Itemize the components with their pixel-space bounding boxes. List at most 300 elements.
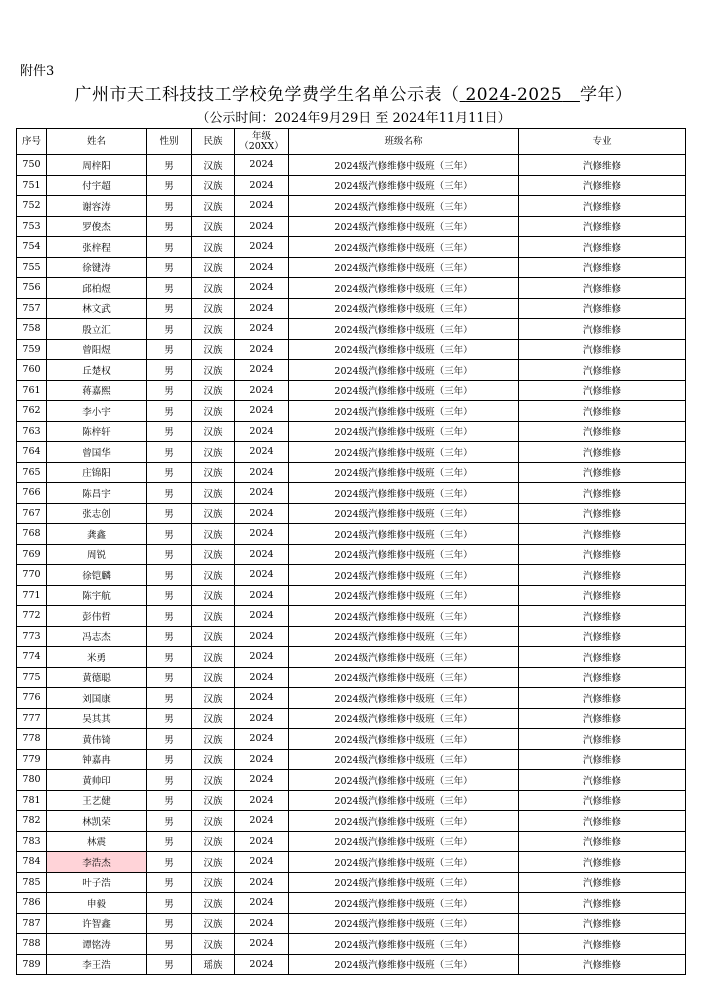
cell-gender: 男 (147, 606, 192, 627)
cell-ethnicity: 汉族 (192, 770, 235, 791)
cell-ethnicity: 汉族 (192, 872, 235, 893)
table-row (17, 585, 686, 606)
cell-class: 2024级汽修维修中级班（三年） (289, 770, 519, 791)
cell-major: 汽修维修 (519, 298, 686, 319)
cell-ethnicity: 汉族 (192, 216, 235, 237)
cell-major: 汽修维修 (519, 216, 686, 237)
cell-name: 谭铭涛 (47, 934, 147, 955)
title-year-value: 2024-2025 (465, 85, 563, 105)
cell-seq: 783 (17, 831, 47, 852)
cell-major: 汽修维修 (519, 278, 686, 299)
cell-grade: 2024 (235, 339, 289, 360)
cell-major: 汽修维修 (519, 524, 686, 545)
cell-gender: 男 (147, 524, 192, 545)
cell-gender: 男 (147, 298, 192, 319)
cell-name: 陈宇航 (47, 585, 147, 606)
cell-ethnicity: 汉族 (192, 319, 235, 340)
cell-class: 2024级汽修维修中级班（三年） (289, 667, 519, 688)
cell-major: 汽修维修 (519, 852, 686, 873)
cell-ethnicity: 汉族 (192, 606, 235, 627)
cell-gender: 男 (147, 811, 192, 832)
cell-class: 2024级汽修维修中级班（三年） (289, 360, 519, 381)
student-roster-table (16, 128, 686, 975)
cell-major: 汽修维修 (519, 585, 686, 606)
cell-gender: 男 (147, 893, 192, 914)
cell-ethnicity: 汉族 (192, 278, 235, 299)
cell-major: 汽修维修 (519, 319, 686, 340)
cell-class: 2024级汽修维修中级班（三年） (289, 155, 519, 176)
cell-class: 2024级汽修维修中级班（三年） (289, 708, 519, 729)
cell-ethnicity: 汉族 (192, 339, 235, 360)
table-row (17, 216, 686, 237)
cell-gender: 男 (147, 462, 192, 483)
cell-grade: 2024 (235, 688, 289, 709)
cell-major: 汽修维修 (519, 442, 686, 463)
cell-gender: 男 (147, 319, 192, 340)
cell-seq: 764 (17, 442, 47, 463)
table-row (17, 934, 686, 955)
table-body (17, 155, 686, 975)
cell-seq: 750 (17, 155, 47, 176)
title-school-year (460, 85, 580, 105)
table-row (17, 749, 686, 770)
cell-class: 2024级汽修维修中级班（三年） (289, 196, 519, 217)
cell-name: 林文武 (47, 298, 147, 319)
cell-ethnicity: 汉族 (192, 237, 235, 258)
cell-major: 汽修维修 (519, 893, 686, 914)
cell-gender: 男 (147, 155, 192, 176)
cell-class: 2024级汽修维修中级班（三年） (289, 852, 519, 873)
cell-class: 2024级汽修维修中级班（三年） (289, 319, 519, 340)
cell-seq: 784 (17, 852, 47, 873)
cell-major: 汽修维修 (519, 954, 686, 975)
cell-seq: 772 (17, 606, 47, 627)
cell-class: 2024级汽修维修中级班（三年） (289, 749, 519, 770)
cell-major: 汽修维修 (519, 339, 686, 360)
cell-major: 汽修维修 (519, 483, 686, 504)
cell-grade: 2024 (235, 483, 289, 504)
cell-class: 2024级汽修维修中级班（三年） (289, 790, 519, 811)
cell-name: 付宇超 (47, 175, 147, 196)
cell-name: 庄锦阳 (47, 462, 147, 483)
cell-seq: 762 (17, 401, 47, 422)
cell-gender: 男 (147, 585, 192, 606)
cell-gender: 男 (147, 872, 192, 893)
table-row (17, 647, 686, 668)
cell-grade: 2024 (235, 626, 289, 647)
cell-seq: 782 (17, 811, 47, 832)
cell-class: 2024级汽修维修中级班（三年） (289, 893, 519, 914)
cell-gender: 男 (147, 667, 192, 688)
table-row (17, 606, 686, 627)
table-row (17, 688, 686, 709)
cell-ethnicity: 汉族 (192, 811, 235, 832)
cell-class: 2024级汽修维修中级班（三年） (289, 175, 519, 196)
cell-name: 刘国康 (47, 688, 147, 709)
header-grade-label: 年级 (251, 130, 271, 142)
header-major: 专业 (519, 129, 686, 155)
cell-seq: 787 (17, 913, 47, 934)
cell-seq: 759 (17, 339, 47, 360)
table-row (17, 667, 686, 688)
cell-major: 汽修维修 (519, 934, 686, 955)
cell-major: 汽修维修 (519, 360, 686, 381)
cell-name: 王艺健 (47, 790, 147, 811)
cell-name: 周锐 (47, 544, 147, 565)
cell-gender: 男 (147, 913, 192, 934)
cell-seq: 770 (17, 565, 47, 586)
cell-ethnicity: 汉族 (192, 155, 235, 176)
cell-ethnicity: 汉族 (192, 524, 235, 545)
cell-grade: 2024 (235, 462, 289, 483)
cell-gender: 男 (147, 196, 192, 217)
cell-grade: 2024 (235, 216, 289, 237)
cell-ethnicity: 汉族 (192, 298, 235, 319)
cell-gender: 男 (147, 688, 192, 709)
cell-name: 黄帅印 (47, 770, 147, 791)
table-row (17, 278, 686, 299)
cell-major: 汽修维修 (519, 175, 686, 196)
cell-ethnicity: 汉族 (192, 667, 235, 688)
cell-class: 2024级汽修维修中级班（三年） (289, 585, 519, 606)
cell-seq: 752 (17, 196, 47, 217)
cell-gender: 男 (147, 647, 192, 668)
cell-seq: 779 (17, 749, 47, 770)
cell-gender: 男 (147, 257, 192, 278)
cell-class: 2024级汽修维修中级班（三年） (289, 524, 519, 545)
cell-ethnicity: 汉族 (192, 421, 235, 442)
cell-major: 汽修维修 (519, 401, 686, 422)
cell-seq: 788 (17, 934, 47, 955)
cell-class: 2024级汽修维修中级班（三年） (289, 729, 519, 750)
cell-gender: 男 (147, 175, 192, 196)
cell-gender: 男 (147, 421, 192, 442)
table-row (17, 442, 686, 463)
cell-seq: 756 (17, 278, 47, 299)
cell-grade: 2024 (235, 524, 289, 545)
table-header-row (17, 129, 686, 155)
cell-class: 2024级汽修维修中级班（三年） (289, 647, 519, 668)
cell-seq: 768 (17, 524, 47, 545)
table-row (17, 852, 686, 873)
cell-ethnicity: 汉族 (192, 565, 235, 586)
cell-grade: 2024 (235, 913, 289, 934)
cell-major: 汽修维修 (519, 872, 686, 893)
table-row (17, 565, 686, 586)
cell-ethnicity: 汉族 (192, 913, 235, 934)
cell-major: 汽修维修 (519, 626, 686, 647)
cell-name: 谢容涛 (47, 196, 147, 217)
cell-grade: 2024 (235, 749, 289, 770)
table-row (17, 237, 686, 258)
cell-major: 汽修维修 (519, 503, 686, 524)
cell-ethnicity: 汉族 (192, 708, 235, 729)
cell-major: 汽修维修 (519, 155, 686, 176)
cell-class: 2024级汽修维修中级班（三年） (289, 872, 519, 893)
cell-class: 2024级汽修维修中级班（三年） (289, 503, 519, 524)
cell-ethnicity: 汉族 (192, 175, 235, 196)
cell-grade: 2024 (235, 196, 289, 217)
cell-seq: 786 (17, 893, 47, 914)
cell-seq: 766 (17, 483, 47, 504)
cell-ethnicity: 汉族 (192, 790, 235, 811)
cell-ethnicity: 汉族 (192, 442, 235, 463)
cell-ethnicity: 汉族 (192, 626, 235, 647)
cell-name: 吴其其 (47, 708, 147, 729)
cell-gender: 男 (147, 216, 192, 237)
table-row (17, 339, 686, 360)
header-name: 姓名 (47, 129, 147, 155)
cell-major: 汽修维修 (519, 462, 686, 483)
table-row (17, 257, 686, 278)
cell-ethnicity: 汉族 (192, 934, 235, 955)
cell-gender: 男 (147, 339, 192, 360)
cell-gender: 男 (147, 544, 192, 565)
cell-class: 2024级汽修维修中级班（三年） (289, 483, 519, 504)
cell-grade: 2024 (235, 565, 289, 586)
cell-name: 钟嘉冉 (47, 749, 147, 770)
table-row (17, 319, 686, 340)
cell-name: 丘楚权 (47, 360, 147, 381)
cell-grade: 2024 (235, 319, 289, 340)
cell-ethnicity: 汉族 (192, 257, 235, 278)
cell-gender: 男 (147, 483, 192, 504)
table-row (17, 544, 686, 565)
cell-grade: 2024 (235, 298, 289, 319)
cell-seq: 751 (17, 175, 47, 196)
cell-seq: 767 (17, 503, 47, 524)
cell-name: 曾国华 (47, 442, 147, 463)
cell-name: 许智鑫 (47, 913, 147, 934)
cell-ethnicity: 汉族 (192, 483, 235, 504)
table-row (17, 380, 686, 401)
cell-gender: 男 (147, 708, 192, 729)
cell-major: 汽修维修 (519, 913, 686, 934)
cell-class: 2024级汽修维修中级班（三年） (289, 257, 519, 278)
cell-ethnicity: 汉族 (192, 749, 235, 770)
cell-gender: 男 (147, 831, 192, 852)
cell-name: 叶子浩 (47, 872, 147, 893)
cell-class: 2024级汽修维修中级班（三年） (289, 462, 519, 483)
cell-grade: 2024 (235, 503, 289, 524)
cell-grade: 2024 (235, 729, 289, 750)
cell-ethnicity: 汉族 (192, 585, 235, 606)
cell-grade: 2024 (235, 872, 289, 893)
cell-seq: 778 (17, 729, 47, 750)
cell-major: 汽修维修 (519, 606, 686, 627)
cell-name: 申毅 (47, 893, 147, 914)
cell-seq: 757 (17, 298, 47, 319)
cell-class: 2024级汽修维修中级班（三年） (289, 421, 519, 442)
cell-grade: 2024 (235, 708, 289, 729)
cell-ethnicity: 汉族 (192, 503, 235, 524)
cell-major: 汽修维修 (519, 790, 686, 811)
cell-ethnicity: 汉族 (192, 831, 235, 852)
header-class: 班级名称 (289, 129, 519, 155)
table-row (17, 360, 686, 381)
cell-seq: 780 (17, 770, 47, 791)
table-row (17, 790, 686, 811)
cell-major: 汽修维修 (519, 749, 686, 770)
cell-ethnicity: 汉族 (192, 401, 235, 422)
table-row (17, 831, 686, 852)
cell-gender: 男 (147, 770, 192, 791)
cell-name: 冯志杰 (47, 626, 147, 647)
cell-class: 2024级汽修维修中级班（三年） (289, 934, 519, 955)
cell-class: 2024级汽修维修中级班（三年） (289, 606, 519, 627)
cell-major: 汽修维修 (519, 380, 686, 401)
cell-seq: 758 (17, 319, 47, 340)
cell-seq: 769 (17, 544, 47, 565)
table-row (17, 155, 686, 176)
table-row (17, 503, 686, 524)
table-row (17, 770, 686, 791)
cell-name: 米勇 (47, 647, 147, 668)
cell-gender: 男 (147, 503, 192, 524)
cell-class: 2024级汽修维修中级班（三年） (289, 913, 519, 934)
cell-name: 黄伟锜 (47, 729, 147, 750)
cell-name: 周梓阳 (47, 155, 147, 176)
table-row (17, 196, 686, 217)
cell-class: 2024级汽修维修中级班（三年） (289, 278, 519, 299)
cell-class: 2024级汽修维修中级班（三年） (289, 688, 519, 709)
cell-gender: 男 (147, 954, 192, 975)
cell-grade: 2024 (235, 667, 289, 688)
cell-grade: 2024 (235, 831, 289, 852)
table-row (17, 626, 686, 647)
cell-grade: 2024 (235, 237, 289, 258)
table-row (17, 401, 686, 422)
cell-seq: 773 (17, 626, 47, 647)
title-prefix: 广州市天工科技技工学校免学费学生名单公示表（ (74, 85, 460, 105)
cell-gender: 男 (147, 565, 192, 586)
cell-seq: 785 (17, 872, 47, 893)
cell-ethnicity: 汉族 (192, 380, 235, 401)
cell-major: 汽修维修 (519, 708, 686, 729)
cell-name: 曾阳煜 (47, 339, 147, 360)
table-row (17, 421, 686, 442)
cell-major: 汽修维修 (519, 811, 686, 832)
cell-grade: 2024 (235, 585, 289, 606)
cell-major: 汽修维修 (519, 667, 686, 688)
cell-seq: 754 (17, 237, 47, 258)
header-gender: 性别 (147, 129, 192, 155)
cell-ethnicity: 汉族 (192, 893, 235, 914)
cell-gender: 男 (147, 401, 192, 422)
cell-class: 2024级汽修维修中级班（三年） (289, 237, 519, 258)
cell-grade: 2024 (235, 380, 289, 401)
cell-gender: 男 (147, 278, 192, 299)
cell-ethnicity: 汉族 (192, 196, 235, 217)
cell-seq: 777 (17, 708, 47, 729)
table-row (17, 175, 686, 196)
cell-grade: 2024 (235, 770, 289, 791)
cell-major: 汽修维修 (519, 729, 686, 750)
cell-ethnicity: 汉族 (192, 544, 235, 565)
cell-major: 汽修维修 (519, 421, 686, 442)
cell-seq: 763 (17, 421, 47, 442)
cell-gender: 男 (147, 934, 192, 955)
header-seq: 序号 (17, 129, 47, 155)
cell-grade: 2024 (235, 544, 289, 565)
cell-gender: 男 (147, 729, 192, 750)
table-row (17, 483, 686, 504)
cell-class: 2024级汽修维修中级班（三年） (289, 339, 519, 360)
cell-gender: 男 (147, 790, 192, 811)
title-suffix: 学年） (579, 85, 633, 105)
cell-grade: 2024 (235, 893, 289, 914)
publicity-period: （公示时间：2024年9月29日 至 2024年11月11日） (196, 111, 511, 126)
cell-name: 邱柏煜 (47, 278, 147, 299)
header-grade-note: （20XX） (239, 140, 284, 152)
cell-ethnicity: 汉族 (192, 688, 235, 709)
cell-grade: 2024 (235, 442, 289, 463)
table-row (17, 872, 686, 893)
cell-gender: 男 (147, 360, 192, 381)
cell-grade: 2024 (235, 647, 289, 668)
cell-grade: 2024 (235, 790, 289, 811)
page-title (0, 80, 707, 105)
cell-major: 汽修维修 (519, 647, 686, 668)
cell-ethnicity: 汉族 (192, 852, 235, 873)
cell-grade: 2024 (235, 360, 289, 381)
table-row (17, 729, 686, 750)
cell-class: 2024级汽修维修中级班（三年） (289, 380, 519, 401)
cell-grade: 2024 (235, 934, 289, 955)
cell-gender: 男 (147, 626, 192, 647)
cell-name: 彭伟哲 (47, 606, 147, 627)
cell-grade: 2024 (235, 278, 289, 299)
cell-name: 陈梓轩 (47, 421, 147, 442)
cell-name: 龚鑫 (47, 524, 147, 545)
cell-name: 黄德聪 (47, 667, 147, 688)
cell-name: 张志创 (47, 503, 147, 524)
cell-name: 李王浩 (47, 954, 147, 975)
cell-major: 汽修维修 (519, 831, 686, 852)
cell-gender: 男 (147, 442, 192, 463)
cell-major: 汽修维修 (519, 565, 686, 586)
cell-major: 汽修维修 (519, 257, 686, 278)
cell-grade: 2024 (235, 175, 289, 196)
cell-major: 汽修维修 (519, 237, 686, 258)
table-row (17, 708, 686, 729)
cell-name: 徐键涛 (47, 257, 147, 278)
cell-ethnicity: 瑶族 (192, 954, 235, 975)
cell-seq: 775 (17, 667, 47, 688)
cell-class: 2024级汽修维修中级班（三年） (289, 954, 519, 975)
cell-gender: 男 (147, 380, 192, 401)
cell-ethnicity: 汉族 (192, 462, 235, 483)
cell-grade: 2024 (235, 257, 289, 278)
cell-grade: 2024 (235, 606, 289, 627)
cell-seq: 774 (17, 647, 47, 668)
cell-gender: 男 (147, 852, 192, 873)
cell-gender: 男 (147, 237, 192, 258)
cell-name: 林凯荣 (47, 811, 147, 832)
cell-seq: 789 (17, 954, 47, 975)
cell-class: 2024级汽修维修中级班（三年） (289, 565, 519, 586)
cell-grade: 2024 (235, 852, 289, 873)
cell-name: 蒋嘉熙 (47, 380, 147, 401)
cell-class: 2024级汽修维修中级班（三年） (289, 626, 519, 647)
table-row (17, 913, 686, 934)
cell-seq: 776 (17, 688, 47, 709)
cell-seq: 771 (17, 585, 47, 606)
cell-name: 徐铠麟 (47, 565, 147, 586)
cell-major: 汽修维修 (519, 196, 686, 217)
cell-class: 2024级汽修维修中级班（三年） (289, 401, 519, 422)
cell-name: 罗俊杰 (47, 216, 147, 237)
